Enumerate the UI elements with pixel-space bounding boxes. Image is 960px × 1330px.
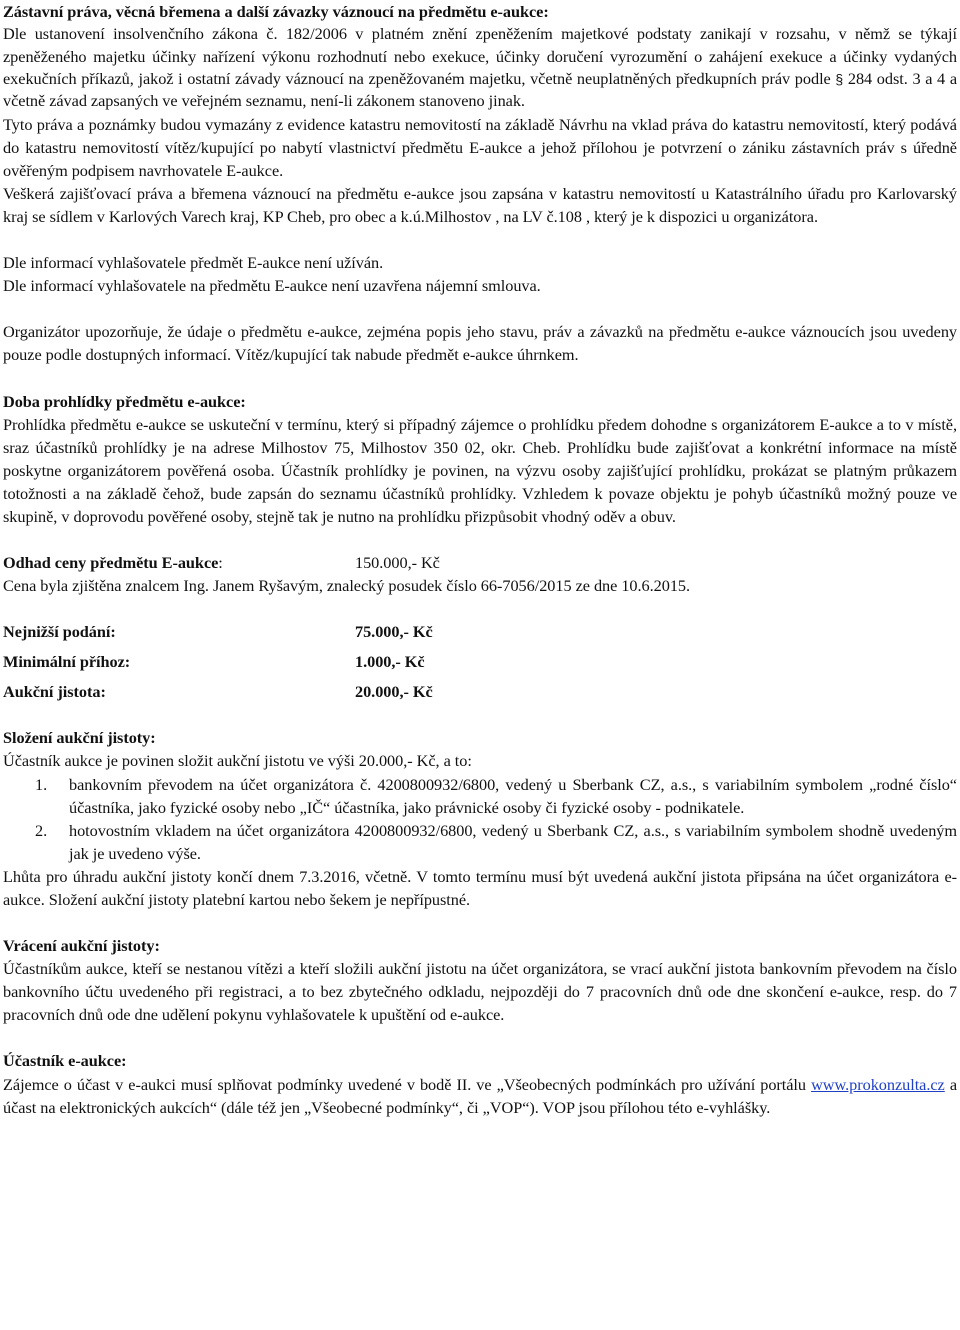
price-estimate-note: Cena byla zjištěna znalcem Ing. Janem Ryšavým, znalecký posudek číslo 66-7056/2015 ze dne 10.6.2015.	[3, 576, 691, 596]
price-estimate-label-wrap	[3, 551, 355, 574]
deposit-deadline: Lhůta pro úhradu aukční jistoty končí dnem 7.3.2016, včetně. V tomto termínu musí být uvedená aukční jistota připsána na účet organizátora e-aukce. Složení aukční jistoty platební kartou nebo šekem je nepřípustné.	[3, 866, 957, 909]
liens-paragraph-3: Veškerá zajišťovací práva a břemena váznoucí na předmětu e-aukce jsou zapsána v katastru nemovitostí u Katastrálního úřadu pro Karlovarský kraj se sídlem v Karlových Varech kraj, KP Cheb, pro obec a k.ú.Milhostov , na LV č.108 , který je k dispozici u organizátora.	[3, 184, 957, 227]
usage-line-2: Dle informací vyhlašovatele na předmětu E-aukce není uzavřena nájemní smlouva.	[3, 276, 541, 296]
spacer	[3, 1026, 957, 1049]
price-estimate-value: 150.000,- Kč	[355, 553, 440, 573]
price-row-lowest-bid	[3, 620, 957, 650]
participant-text-start: Zájemce o účast v e-aukci musí splňovat podmínky uvedené v bodě II. ve „Všeobecných podmínkách pro užívání portálu	[3, 1074, 806, 1094]
spacer	[3, 528, 957, 551]
refund-text: Účastníkům aukce, kteří se nestanou vítězi a kteří složili aukční jistotu na účet organizátora, se vrací aukční jistota bankovním převodem na číslo bankovního účtu uvedeného při registraci, a to bez zbytečného odkladu, nejpozději do 7 pracovních dnů ode dne skončení e-aukce, resp. do 7 pracovních dnů ode dne udělení pokynu vyhlašovatele k upuštění od e-aukce.	[3, 959, 957, 1025]
price-row-deposit	[3, 680, 957, 710]
deposit-heading: Složení aukční jistoty:	[3, 728, 156, 748]
participant-text-end: a účast na elektronických aukcích“ (dále též jen „Všeobecné podmínky“, či „VOP“). VOP jsou přílohou této e-vyhlášky.	[3, 1074, 957, 1117]
spacer	[3, 911, 957, 934]
spacer	[3, 297, 957, 320]
price-row-min-increment	[3, 650, 957, 680]
liens-heading: Zástavní práva, věcná břemena a další závazky váznoucí na předmětu e-aukce:	[3, 2, 549, 21]
spacer	[3, 597, 957, 620]
liens-paragraph-1	[3, 23, 957, 113]
price-estimate-row	[3, 551, 957, 574]
liens-paragraph-1-end: 284 odst. 3 a 4 a včetně závad zapsaných ve veřejném seznamu, není-li zákonem stanoveno jinak.	[3, 68, 957, 111]
list-item-number: 2.	[35, 820, 48, 840]
deposit-intro: Účastník aukce je povinen složit aukční jistotu ve výši 20.000,- Kč, a to:	[3, 751, 472, 771]
participant-text	[3, 1073, 957, 1119]
price-table	[3, 620, 957, 710]
participant-heading: Účastník e-aukce:	[3, 1051, 127, 1071]
min-increment-label: Minimální příhoz:	[3, 652, 131, 672]
usage-line-1: Dle informací vyhlašovatele předmět E-aukce není užíván.	[3, 253, 384, 273]
list-item	[3, 819, 957, 865]
list-item-text: hotovostním vkladem na účet organizátora 4200800932/6800, vedený u Sberbank CZ, a.s., s variabilním symbolem shodně uvedeným jak je uvedeno výše.	[69, 820, 957, 863]
organizer-notice: Organizátor upozorňuje, že údaje o předmětu e-aukce, zejména popis jeho stavu, práv a závazků na předmětu e-aukce váznoucích jsou uvedeny pouze podle dostupných informací. Vítěz/kupující tak nabude předmět e-aukce úhrnkem.	[3, 322, 957, 365]
price-estimate-label: Odhad ceny předmětu E-aukce	[3, 553, 219, 573]
inspection-text: Prohlídka předmětu e-aukce se uskuteční v termínu, který si případný zájemce o prohlídku předem dohodne s organizátorem E-aukce a to v místě, sraz účastníků prohlídky je na adrese Milhostov 75, Milhostov 350 02, okr. Cheb. Prohlídku bude zajišťovat a konkrétní informace na místě poskytne organizátorem pověřená osoba. Účastník prohlídky je povinen, na výzvu osoby zajišťující prohlídku, prokázat se platným průkazem totožnosti a na základě čehož, bude zapsán do seznamu účastníků prohlídky. Vzhledem k povaze objektu je pohyb účastníků možný pouze ve skupině, v doprovodu pověřené osoby, stejně tak je nutno na prohlídku přizpůsobit vhodný oděv a obuv.	[3, 414, 957, 527]
refund-heading: Vrácení aukční jistoty:	[3, 936, 160, 956]
list-item-text: bankovním převodem na účet organizátora č. 4200800932/6800, vedený u Sberbank CZ, a.s., s variabilním symbolem „rodné číslo“ účastníka, jako fyzické osoby nebo „IČ“ účastníka, jako právnické osoby či fyzické osoby - podnikatele.	[69, 774, 957, 817]
section-symbol: §	[835, 70, 844, 87]
deposit-methods-list	[3, 773, 957, 865]
deposit-label: Aukční jistota:	[3, 682, 106, 702]
inspection-heading: Doba prohlídky předmětu e-aukce:	[3, 391, 246, 411]
lowest-bid-label: Nejnižší podání:	[3, 622, 116, 642]
liens-paragraph-2: Tyto práva a poznámky budou vymazány z evidence katastru nemovitostí na základě Návrhu na vklad práva do katastru nemovitostí, který podává do katastru nemovitostí vítěz/kupující po nabytí vlastnictví předmětu E-aukce a jehož přílohou je potvrzení o zániku zástavních práv s úředně ověřeným podpisem navrhovatele E-aukce.	[3, 114, 957, 180]
price-estimate-colon: :	[218, 553, 223, 573]
spacer	[3, 367, 957, 390]
liens-paragraph-1-start: Dle ustanovení insolvenčního zákona č. 182/2006 v platném znění zpeněžením majetkové podstaty zanikají v rozsahu, v němž se týkají zpeněženého majetku účinky nařízení výkonu rozhodnutí nebo exekuce, účinky doručení vyrozumění o zahájení exekuce a účinky vydaných exekučních příkazů, jakož i ostatní závady váznoucí na zpeněžovaném majetku, včetně neuplatněných předkupních práv podle	[3, 24, 957, 88]
spacer	[3, 710, 957, 726]
list-item-number: 1.	[35, 774, 48, 794]
spacer	[3, 228, 957, 251]
portal-link[interactable]: www.prokonzulta.cz	[811, 1074, 945, 1094]
min-increment-value: 1.000,- Kč	[355, 652, 425, 672]
deposit-value: 20.000,- Kč	[355, 682, 433, 702]
list-item	[3, 773, 957, 819]
lowest-bid-value: 75.000,- Kč	[355, 622, 433, 642]
